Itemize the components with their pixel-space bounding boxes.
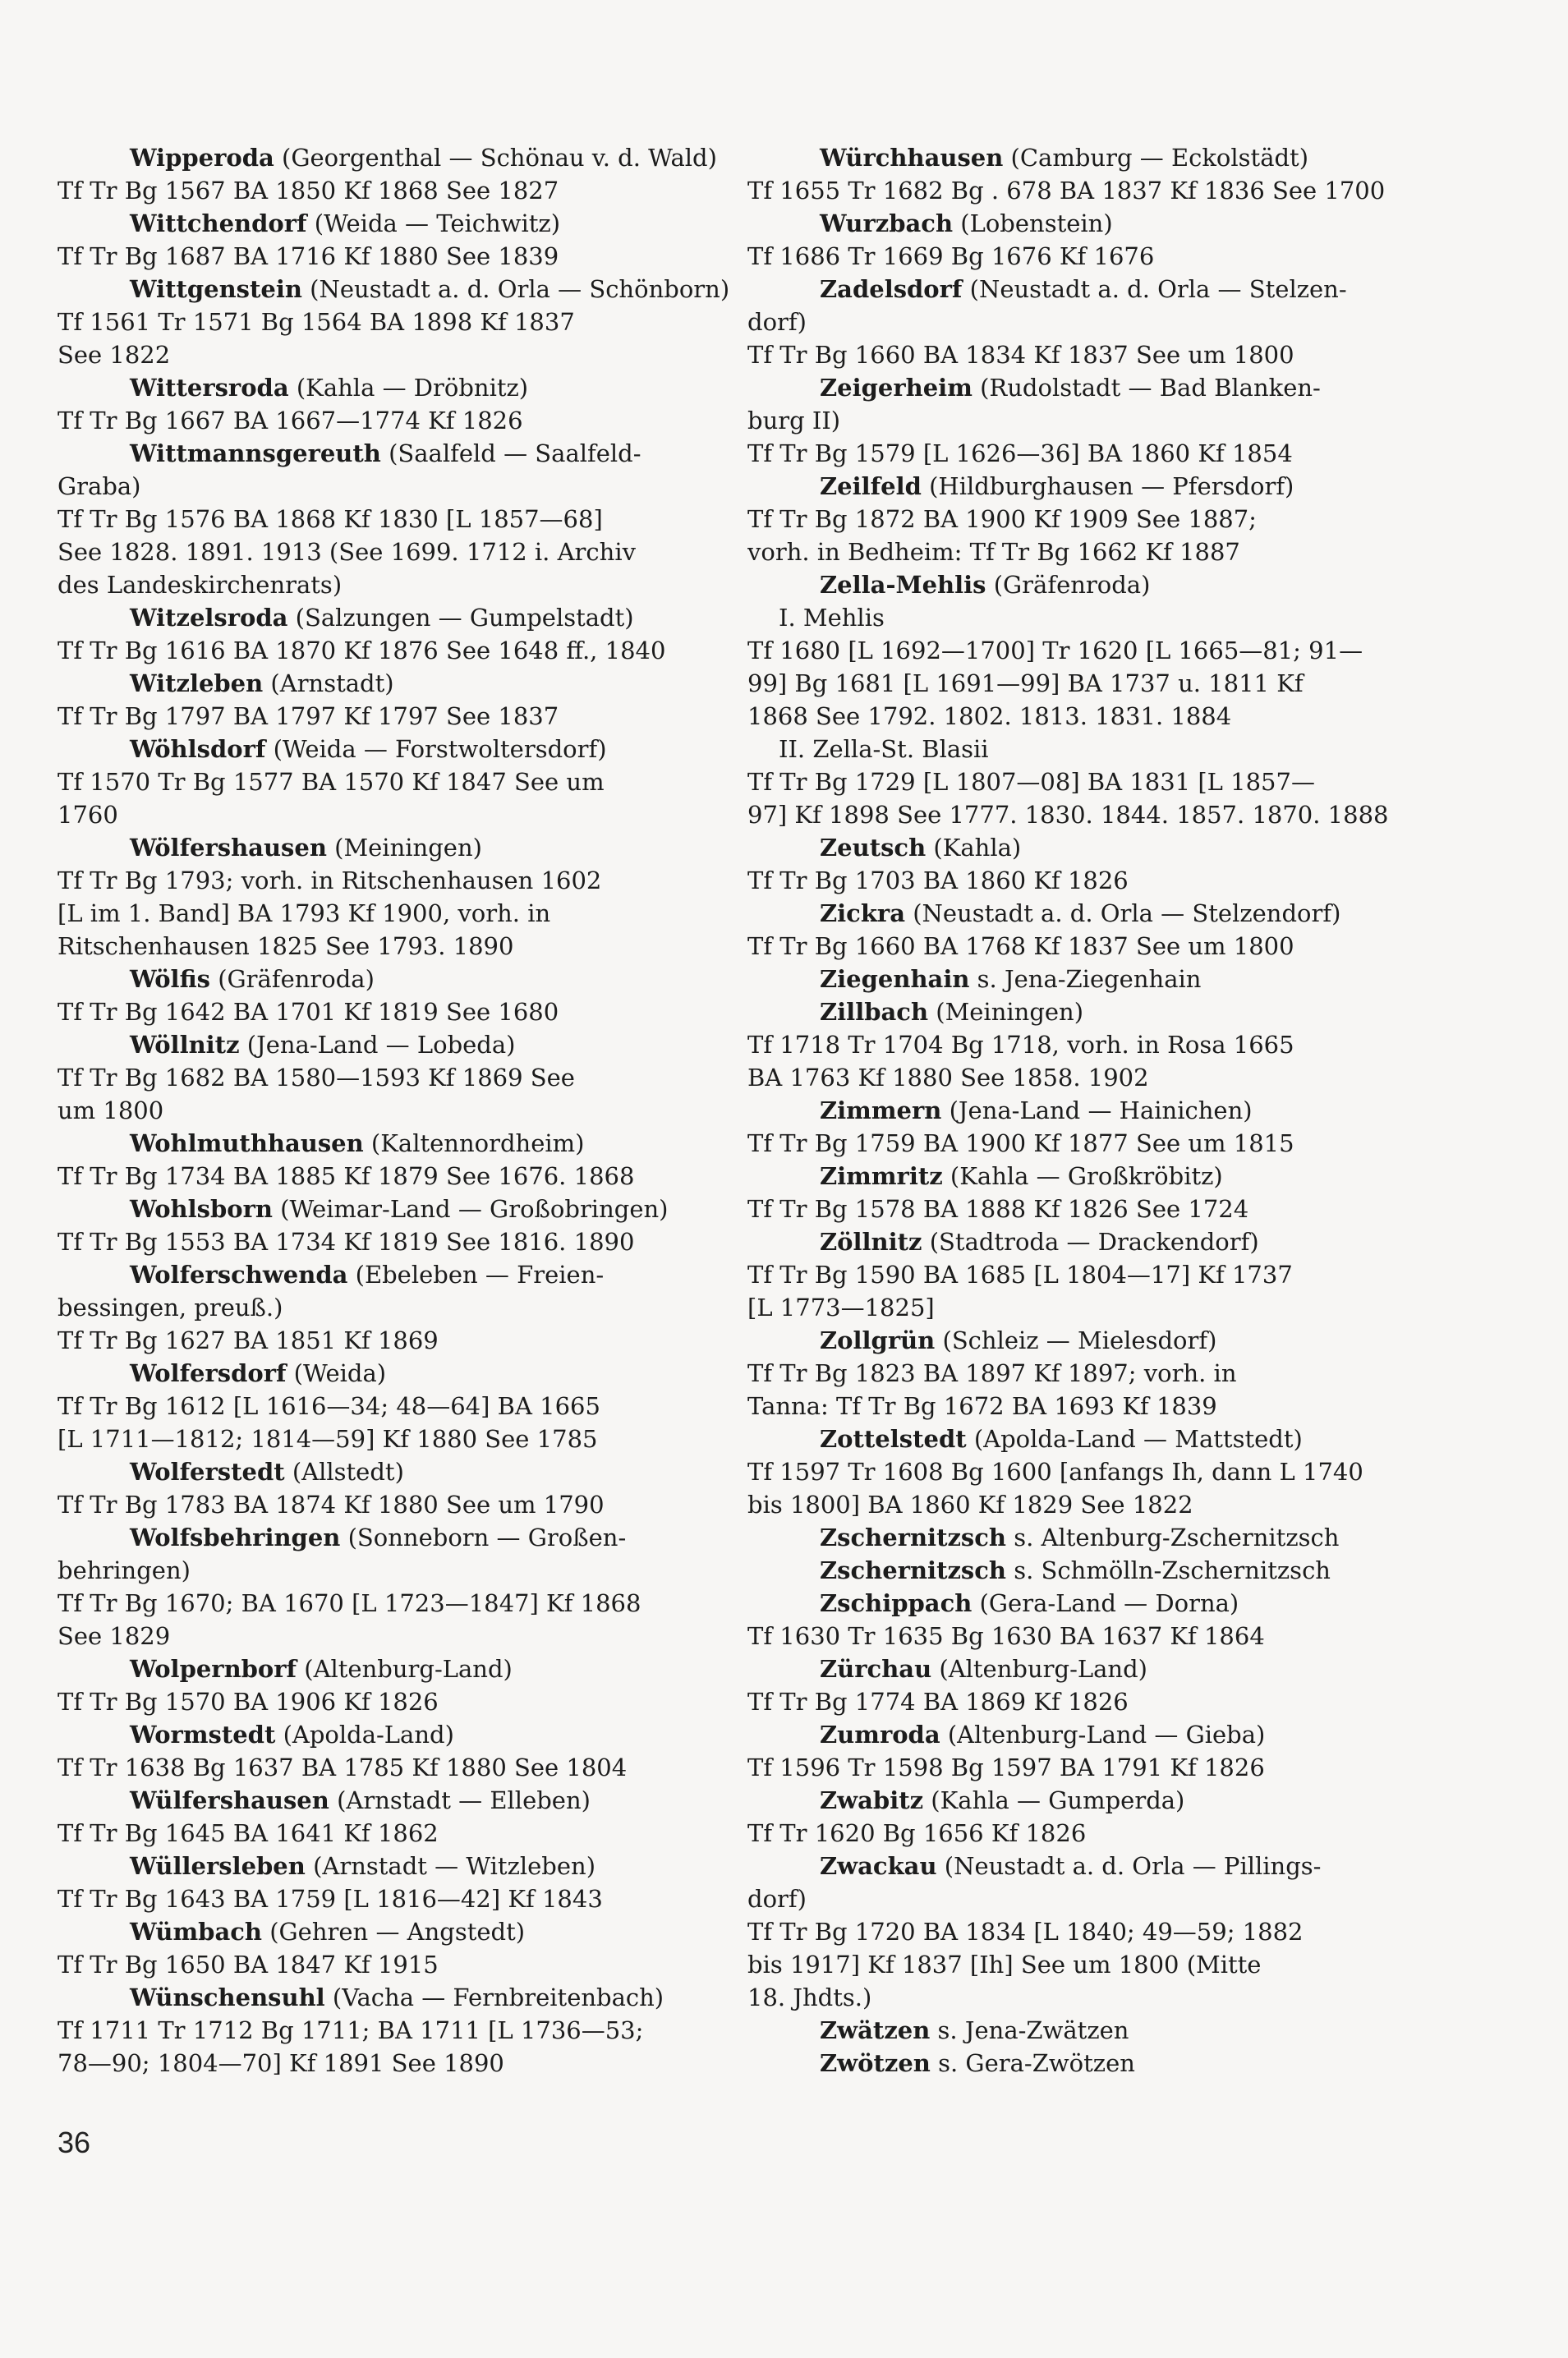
place-name: Ziegenhain <box>820 965 970 993</box>
register-entry <box>747 1521 1419 1554</box>
place-name: Zadelsdorf <box>820 275 963 303</box>
entry-record-line: Tf Tr Bg 1759 BA 1900 Kf 1877 See um 1815 <box>747 1129 1294 1157</box>
register-entry <box>57 1028 729 1127</box>
place-name: Wohlmuthhausen <box>130 1129 364 1157</box>
entry-record-line: Tf 1711 Tr 1712 Bg 1711; BA 1711 [L 1736—53; <box>57 2016 644 2044</box>
entry-record-line: Tf 1630 Tr 1635 Bg 1630 BA 1637 Kf 1864 <box>747 1622 1265 1650</box>
register-entry <box>57 1718 729 1784</box>
register-entry <box>747 2047 1419 2080</box>
place-name: Wittgenstein <box>130 275 302 303</box>
place-name: Zöllnitz <box>820 1228 922 1256</box>
register-entry <box>747 568 1419 601</box>
entry-record-line: Tf Tr Bg 1797 BA 1797 Kf 1797 See 1837 <box>57 702 559 730</box>
entry-heading: Wünschensuhl (Vacha — Fernbreitenbach) <box>130 1983 664 2011</box>
entry-record-line: bis 1800] BA 1860 Kf 1829 See 1822 <box>747 1491 1193 1519</box>
entry-record-line: BA 1763 Kf 1880 See 1858. 1902 <box>747 1064 1149 1092</box>
place-name: Wurzbach <box>820 209 954 237</box>
place-name: Würchhausen <box>820 144 1004 172</box>
register-entry <box>747 1850 1419 2014</box>
entry-heading: Wölfis (Gräfenroda) <box>130 965 375 993</box>
entry-heading: Wohlmuthhausen (Kaltennordheim) <box>130 1129 585 1157</box>
entry-heading: Zottelstedt (Apolda-Land — Mattstedt) <box>820 1425 1303 1453</box>
entry-record-line: Tf Tr Bg 1576 BA 1868 Kf 1830 [L 1857—68] <box>57 505 603 533</box>
entry-heading: Zürchau (Altenburg-Land) <box>820 1655 1147 1683</box>
entry-record-line: 78—90; 1804—70] Kf 1891 See 1890 <box>57 2049 504 2077</box>
entry-record-line: Graba) <box>57 472 141 500</box>
register-entry <box>747 207 1419 273</box>
entry-record-line: See 1828. 1891. 1913 (See 1699. 1712 i. Archiv <box>57 538 636 566</box>
place-name: Zottelstedt <box>820 1425 967 1453</box>
register-entry <box>747 765 1419 831</box>
entry-record-line: Tf Tr Bg 1774 BA 1869 Kf 1826 <box>747 1688 1129 1716</box>
place-name: Zschernitzsch <box>820 1524 1007 1551</box>
register-entry <box>747 2014 1419 2047</box>
entry-heading: Zella-Mehlis (Gräfenroda) <box>820 571 1151 599</box>
register-entry <box>57 601 729 667</box>
entry-record-line: Tf 1686 Tr 1669 Bg 1676 Kf 1676 <box>747 242 1155 270</box>
entry-heading: Wolpernborf (Altenburg-Land) <box>130 1655 513 1683</box>
entry-record-line: Tf Tr Bg 1642 BA 1701 Kf 1819 See 1680 <box>57 998 559 1026</box>
place-name: Wipperoda <box>130 144 274 172</box>
entry-heading: Zöllnitz (Stadtroda — Drackendorf) <box>820 1228 1259 1256</box>
entry-heading: Wöllnitz (Jena-Land — Lobeda) <box>130 1031 516 1059</box>
register-entry <box>747 1784 1419 1850</box>
entry-heading: Zeutsch (Kahla) <box>820 834 1022 862</box>
entry-heading: Wittmannsgereuth (Saalfeld — Saalfeld- <box>130 439 641 467</box>
entry-heading: Zwätzen s. Jena-Zwätzen <box>820 2016 1129 2044</box>
entry-heading: Wolferschwenda (Ebeleben — Freien- <box>130 1261 605 1289</box>
register-entry <box>747 273 1419 371</box>
entry-record-line: Tf Tr Bg 1660 BA 1834 Kf 1837 See um 1800 <box>747 341 1294 369</box>
entry-record-line: Tf Tr Bg 1703 BA 1860 Kf 1826 <box>747 866 1129 894</box>
page-number: 36 <box>57 2126 91 2159</box>
entry-record-line: bis 1917] Kf 1837 [Ih] See um 1800 (Mitte <box>747 1951 1262 1979</box>
register-entry <box>747 634 1419 733</box>
entry-record-line: Tf Tr Bg 1872 BA 1900 Kf 1909 See 1887; <box>747 505 1257 533</box>
entry-heading: Wöhlsdorf (Weida — Forstwoltersdorf) <box>130 735 607 763</box>
register-entry <box>57 1357 729 1455</box>
entry-heading: Zadelsdorf (Neustadt a. d. Orla — Stelzen- <box>820 275 1347 303</box>
register-entry <box>57 207 729 273</box>
register-entry <box>747 1324 1419 1423</box>
entry-record-line: Tf Tr Bg 1553 BA 1734 Kf 1819 See 1816. 1890 <box>57 1228 635 1256</box>
place-name: Wölfis <box>130 965 210 993</box>
entry-record-line: [L im 1. Band] BA 1793 Kf 1900, vorh. in <box>57 899 551 927</box>
entry-heading: Wolfsbehringen (Sonneborn — Großen- <box>130 1524 627 1551</box>
place-name: Zimmern <box>820 1096 942 1124</box>
register-entry <box>57 1258 729 1357</box>
place-name: Wittchendorf <box>130 209 307 237</box>
entry-record-line: Tf Tr Bg 1667 BA 1667—1774 Kf 1826 <box>57 407 523 434</box>
entry-heading: Zschernitzsch s. Schmölln-Zschernitzsch <box>820 1556 1331 1584</box>
entry-heading: Zimmritz (Kahla — Großkröbitz) <box>820 1162 1223 1190</box>
entry-record-line: bessingen, preuß.) <box>57 1294 283 1321</box>
entry-heading: Zeigerheim (Rudolstadt — Bad Blanken- <box>820 374 1321 402</box>
entry-record-line: Tf Tr Bg 1650 BA 1847 Kf 1915 <box>57 1951 439 1979</box>
entry-record-line: dorf) <box>747 308 807 336</box>
entry-record-line: Tf 1655 Tr 1682 Bg . 678 BA 1837 Kf 1836 See 1700 <box>747 177 1386 205</box>
entry-heading: Witzleben (Arnstadt) <box>130 669 394 697</box>
entry-record-line: Tf Tr Bg 1660 BA 1768 Kf 1837 See um 1800 <box>747 932 1294 960</box>
place-name: Wöllnitz <box>130 1031 240 1059</box>
entry-record-line: Tf Tr 1638 Bg 1637 BA 1785 Kf 1880 See 1804 <box>57 1754 628 1781</box>
register-entry <box>57 1981 729 2080</box>
entry-record-line: Tanna: Tf Tr Bg 1672 BA 1693 Kf 1839 <box>747 1392 1217 1420</box>
place-name: Wolfsbehringen <box>130 1524 341 1551</box>
entry-record-line: Ritschenhausen 1825 See 1793. 1890 <box>57 932 514 960</box>
entry-heading: Ziegenhain s. Jena-Ziegenhain <box>820 965 1202 993</box>
register-entry <box>57 371 729 437</box>
entry-record-line: 18. Jhdts.) <box>747 1983 872 2011</box>
entry-record-line: Tf Tr Bg 1567 BA 1850 Kf 1868 See 1827 <box>57 177 559 205</box>
entry-record-line: [L 1773—1825] <box>747 1294 935 1321</box>
place-name: Wolferstedt <box>130 1458 285 1486</box>
entry-record-line: See 1829 <box>57 1622 171 1650</box>
register-entry <box>57 1127 729 1193</box>
place-name: Zeutsch <box>820 834 927 862</box>
entry-heading: Wümbach (Gehren — Angstedt) <box>130 1918 526 1946</box>
entry-record-line: burg II) <box>747 407 841 434</box>
register-entry <box>747 1587 1419 1652</box>
left-column <box>57 141 729 2080</box>
entry-heading: Wolferstedt (Allstedt) <box>130 1458 404 1486</box>
place-name: Zwätzen <box>820 2016 931 2044</box>
entry-heading: Wipperoda (Georgenthal — Schönau v. d. Wald) <box>130 144 717 172</box>
register-entry <box>57 963 729 1028</box>
register-entry <box>57 273 729 371</box>
place-name: Zella-Mehlis <box>820 571 986 599</box>
register-entry <box>57 831 729 963</box>
register-entry <box>747 995 1419 1094</box>
entry-record-line: Tf Tr Bg 1645 BA 1641 Kf 1862 <box>57 1819 439 1847</box>
entry-heading: Witzelsroda (Salzungen — Gumpelstadt) <box>130 604 634 632</box>
place-name: Wülfershausen <box>130 1786 329 1814</box>
entry-record-line: Tf Tr Bg 1687 BA 1716 Kf 1880 See 1839 <box>57 242 559 270</box>
place-name: Zschernitzsch <box>820 1556 1007 1584</box>
entry-record-line: Tf 1597 Tr 1608 Bg 1600 [anfangs Ih, dann L 1740 <box>747 1458 1363 1486</box>
entry-heading: Zillbach (Meiningen) <box>820 998 1084 1026</box>
entry-heading: Zimmern (Jena-Land — Hainichen) <box>820 1096 1253 1124</box>
entry-record-line: Tf Tr Bg 1783 BA 1874 Kf 1880 See um 1790 <box>57 1491 605 1519</box>
place-name: Zollgrün <box>820 1326 936 1354</box>
entry-record-line: Tf Tr 1620 Bg 1656 Kf 1826 <box>747 1819 1087 1847</box>
entry-record-line: 1868 See 1792. 1802. 1813. 1831. 1884 <box>747 702 1232 730</box>
register-entry <box>747 141 1419 207</box>
right-column <box>747 141 1419 2080</box>
register-entry <box>747 470 1419 568</box>
register-entry <box>747 1718 1419 1784</box>
entry-heading: Zschippach (Gera-Land — Dorna) <box>820 1589 1239 1617</box>
entry-record-line: Tf Tr Bg 1823 BA 1897 Kf 1897; vorh. in <box>747 1359 1237 1387</box>
register-entry <box>747 963 1419 995</box>
entry-record-line: Tf Tr Bg 1612 [L 1616—34; 48—64] BA 1665 <box>57 1392 600 1420</box>
entry-heading: Wülfershausen (Arnstadt — Elleben) <box>130 1786 591 1814</box>
register-entry <box>57 733 729 831</box>
place-name: Wolpernborf <box>130 1655 297 1683</box>
entry-heading: Zickra (Neustadt a. d. Orla — Stelzendorf) <box>820 899 1341 927</box>
place-name: Wöhlsdorf <box>130 735 266 763</box>
register-entry <box>57 667 729 733</box>
entry-record-line: Tf Tr Bg 1627 BA 1851 Kf 1869 <box>57 1326 439 1354</box>
place-name: Zschippach <box>820 1589 973 1617</box>
entry-record-line: Tf 1718 Tr 1704 Bg 1718, vorh. in Rosa 1665 <box>747 1031 1294 1059</box>
entry-record-line: 99] Bg 1681 [L 1691—99] BA 1737 u. 1811 Kf <box>747 669 1304 697</box>
place-name: Wohlsborn <box>130 1195 273 1223</box>
entry-record-line: Tf 1596 Tr 1598 Bg 1597 BA 1791 Kf 1826 <box>747 1754 1265 1781</box>
entry-heading: Wittgenstein (Neustadt a. d. Orla — Schönborn) <box>130 275 729 303</box>
register-entry <box>747 1423 1419 1521</box>
register-entry <box>747 733 1419 765</box>
register-entry <box>747 897 1419 963</box>
register-entry <box>747 1554 1419 1587</box>
place-name: Zürchau <box>820 1655 932 1683</box>
entry-heading: Wohlsborn (Weimar-Land — Großobringen) <box>130 1195 669 1223</box>
entry-record-line: Tf Tr Bg 1729 [L 1807—08] BA 1831 [L 1857— <box>747 768 1315 796</box>
register-entry <box>57 1652 729 1718</box>
entry-record-line: des Landeskirchenrats) <box>57 571 343 599</box>
entry-record-line: Tf Tr Bg 1720 BA 1834 [L 1840; 49—59; 1882 <box>747 1918 1304 1946</box>
entry-record-line: Tf Tr Bg 1616 BA 1870 Kf 1876 See 1648 ff., 1840 <box>57 637 666 664</box>
entry-record-line: Tf 1680 [L 1692—1700] Tr 1620 [L 1665—81; 91— <box>747 637 1363 664</box>
entry-heading: Wormstedt (Apolda-Land) <box>130 1721 454 1749</box>
subsection-label: II. Zella-St. Blasii <box>779 735 989 763</box>
entry-record-line: Tf Tr Bg 1578 BA 1888 Kf 1826 See 1724 <box>747 1195 1249 1223</box>
register-entry <box>57 1915 729 1981</box>
entry-record-line: Tf 1570 Tr Bg 1577 BA 1570 Kf 1847 See um <box>57 768 605 796</box>
entry-record-line: Tf Tr Bg 1643 BA 1759 [L 1816—42] Kf 1843 <box>57 1885 603 1913</box>
entry-heading: Wittersroda (Kahla — Dröbnitz) <box>130 374 529 402</box>
subsection-label: I. Mehlis <box>779 604 885 632</box>
register-entry <box>747 601 1419 634</box>
entry-heading: Wittchendorf (Weida — Teichwitz) <box>130 209 561 237</box>
place-name: Wolferschwenda <box>130 1261 348 1289</box>
place-name: Wolfersdorf <box>130 1359 287 1387</box>
register-entry <box>57 1521 729 1652</box>
entry-record-line: Tf Tr Bg 1682 BA 1580—1593 Kf 1869 See <box>57 1064 575 1092</box>
entry-record-line: See 1822 <box>57 341 171 369</box>
entry-heading: Zwabitz (Kahla — Gumperda) <box>820 1786 1185 1814</box>
place-name: Witzelsroda <box>130 604 288 632</box>
entry-record-line: [L 1711—1812; 1814—59] Kf 1880 See 1785 <box>57 1425 598 1453</box>
entry-heading: Zwötzen s. Gera-Zwötzen <box>820 2049 1135 2077</box>
register-entry <box>747 831 1419 897</box>
place-name: Wölfershausen <box>130 834 327 862</box>
entry-record-line: um 1800 <box>57 1096 164 1124</box>
register-entry <box>747 1225 1419 1324</box>
entry-heading: Zumroda (Altenburg-Land — Gieba) <box>820 1721 1266 1749</box>
register-entry <box>57 1455 729 1521</box>
entry-heading: Wolfersdorf (Weida) <box>130 1359 387 1387</box>
register-entry <box>57 141 729 207</box>
entry-heading: Wüllersleben (Arnstadt — Witzleben) <box>130 1852 596 1880</box>
place-name: Zillbach <box>820 998 929 1026</box>
register-entry <box>57 1193 729 1258</box>
entry-heading: Zollgrün (Schleiz — Mielesdorf) <box>820 1326 1217 1354</box>
entry-record-line: Tf Tr Bg 1670; BA 1670 [L 1723—1847] Kf 1868 <box>57 1589 641 1617</box>
entry-heading: Wölfershausen (Meiningen) <box>130 834 482 862</box>
place-name: Zeilfeld <box>820 472 922 500</box>
entry-heading: Wurzbach (Lobenstein) <box>820 209 1113 237</box>
entry-heading: Zschernitzsch s. Altenburg-Zschernitzsch <box>820 1524 1340 1551</box>
entry-record-line: behringen) <box>57 1556 191 1584</box>
entry-record-line: 1760 <box>57 801 118 829</box>
place-name: Zwötzen <box>820 2049 931 2077</box>
entry-record-line: Tf Tr Bg 1579 [L 1626—36] BA 1860 Kf 1854 <box>747 439 1293 467</box>
place-name: Zumroda <box>820 1721 940 1749</box>
place-name: Zwabitz <box>820 1786 924 1814</box>
entry-heading: Zeilfeld (Hildburghausen — Pfersdorf) <box>820 472 1294 500</box>
place-name: Zeigerheim <box>820 374 973 402</box>
register-entry <box>747 371 1419 470</box>
entry-record-line: dorf) <box>747 1885 807 1913</box>
entry-record-line: 97] Kf 1898 See 1777. 1830. 1844. 1857. 1870. 1888 <box>747 801 1389 829</box>
place-name: Zimmritz <box>820 1162 943 1190</box>
place-name: Wünschensuhl <box>130 1983 325 2011</box>
place-name: Zickra <box>820 899 906 927</box>
place-name: Wittmannsgereuth <box>130 439 381 467</box>
entry-record-line: Tf 1561 Tr 1571 Bg 1564 BA 1898 Kf 1837 <box>57 308 575 336</box>
place-name: Wümbach <box>130 1918 262 1946</box>
place-name: Witzleben <box>130 669 264 697</box>
entry-record-line: vorh. in Bedheim: Tf Tr Bg 1662 Kf 1887 <box>747 538 1240 566</box>
entry-heading: Zwackau (Neustadt a. d. Orla — Pillings- <box>820 1852 1322 1880</box>
entry-record-line: Tf Tr Bg 1793; vorh. in Ritschenhausen 1602 <box>57 866 602 894</box>
entry-heading: Würchhausen (Camburg — Eckolstädt) <box>820 144 1309 172</box>
register-entry <box>57 1850 729 1915</box>
register-entry <box>747 1094 1419 1160</box>
entry-record-line: Tf Tr Bg 1734 BA 1885 Kf 1879 See 1676. 1868 <box>57 1162 635 1190</box>
entry-record-line: Tf Tr Bg 1570 BA 1906 Kf 1826 <box>57 1688 439 1716</box>
register-entry <box>747 1160 1419 1225</box>
place-name: Zwackau <box>820 1852 937 1880</box>
place-name: Wüllersleben <box>130 1852 306 1880</box>
register-entry <box>57 437 729 601</box>
place-name: Wittersroda <box>130 374 289 402</box>
register-entry <box>57 1784 729 1850</box>
entry-record-line: Tf Tr Bg 1590 BA 1685 [L 1804—17] Kf 1737 <box>747 1261 1293 1289</box>
register-entry <box>747 1652 1419 1718</box>
place-name: Wormstedt <box>130 1721 276 1749</box>
